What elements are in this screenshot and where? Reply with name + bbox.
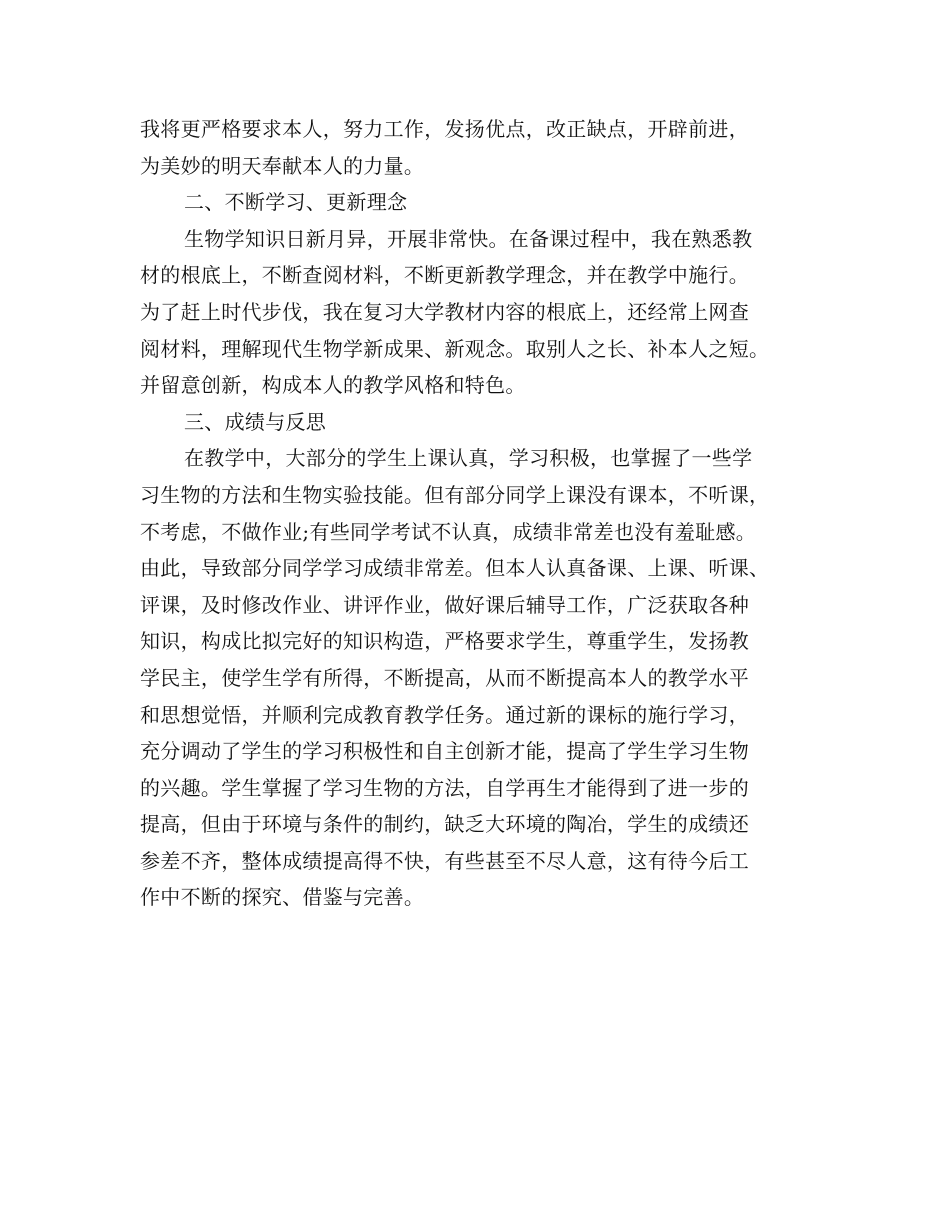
text-line: 评课，及时修改作业、讲评作业，做好课后辅导工作，广泛获取各种 bbox=[140, 592, 749, 617]
text-line: 提高，但由于环境与条件的制约，缺乏大环境的陶冶，学生的成绩还 bbox=[140, 812, 749, 837]
text-line: 生物学知识日新月异，开展非常快。在备课过程中，我在熟悉教 bbox=[184, 226, 753, 251]
text-line: 在教学中，大部分的学生上课认真，学习积极，也掌握了一些学 bbox=[184, 446, 753, 471]
text-line: 阅材料，理解现代生物学新成果、新观念。取别人之长、补本人之短。 bbox=[140, 336, 770, 361]
text-line: 为了赶上时代步伐，我在复习大学教材内容的根底上，还经常上网查 bbox=[140, 299, 749, 324]
section-heading: 三、成绩与反思 bbox=[184, 409, 327, 434]
document-body bbox=[140, 111, 830, 916]
text-line: 并留意创新，构成本人的教学风格和特色。 bbox=[140, 373, 526, 398]
text-line: 的兴趣。学生掌握了学习生物的方法，自学再生才能得到了进一步的 bbox=[140, 775, 749, 800]
text-line: 参差不齐，整体成绩提高得不快，有些甚至不尽人意，这有待今后工 bbox=[140, 848, 749, 873]
text-line: 为美妙的明天奉献本人的力量。 bbox=[140, 153, 425, 178]
text-line: 材的根底上，不断查阅材料，不断更新教学理念，并在教学中施行。 bbox=[140, 263, 749, 288]
text-line: 充分调动了学生的学习积极性和自主创新才能，提高了学生学习生物 bbox=[140, 739, 749, 764]
text-line: 和思想觉悟，并顺利完成教育教学任务。通过新的课标的施行学习， bbox=[140, 702, 749, 727]
text-line: 不考虑，不做作业;有些同学考试不认真，成绩非常差也没有羞耻感。 bbox=[140, 519, 757, 544]
text-line: 习生物的方法和生物实验技能。但有部分同学上课没有课本，不听课， bbox=[140, 482, 770, 507]
text-line: 知识，构成比拟完好的知识构造，严格要求学生，尊重学生，发扬教 bbox=[140, 629, 749, 654]
text-line: 作中不断的探究、借鉴与完善。 bbox=[140, 885, 425, 910]
section-heading: 二、不断学习、更新理念 bbox=[184, 190, 408, 215]
text-line: 由此，导致部分同学学习成绩非常差。但本人认真备课、上课、听课、 bbox=[140, 556, 770, 581]
text-line: 学民主，使学生学有所得，不断提高，从而不断提高本人的教学水平 bbox=[140, 665, 749, 690]
text-line: 我将更严格要求本人，努力工作，发扬优点，改正缺点，开辟前进， bbox=[140, 117, 749, 141]
